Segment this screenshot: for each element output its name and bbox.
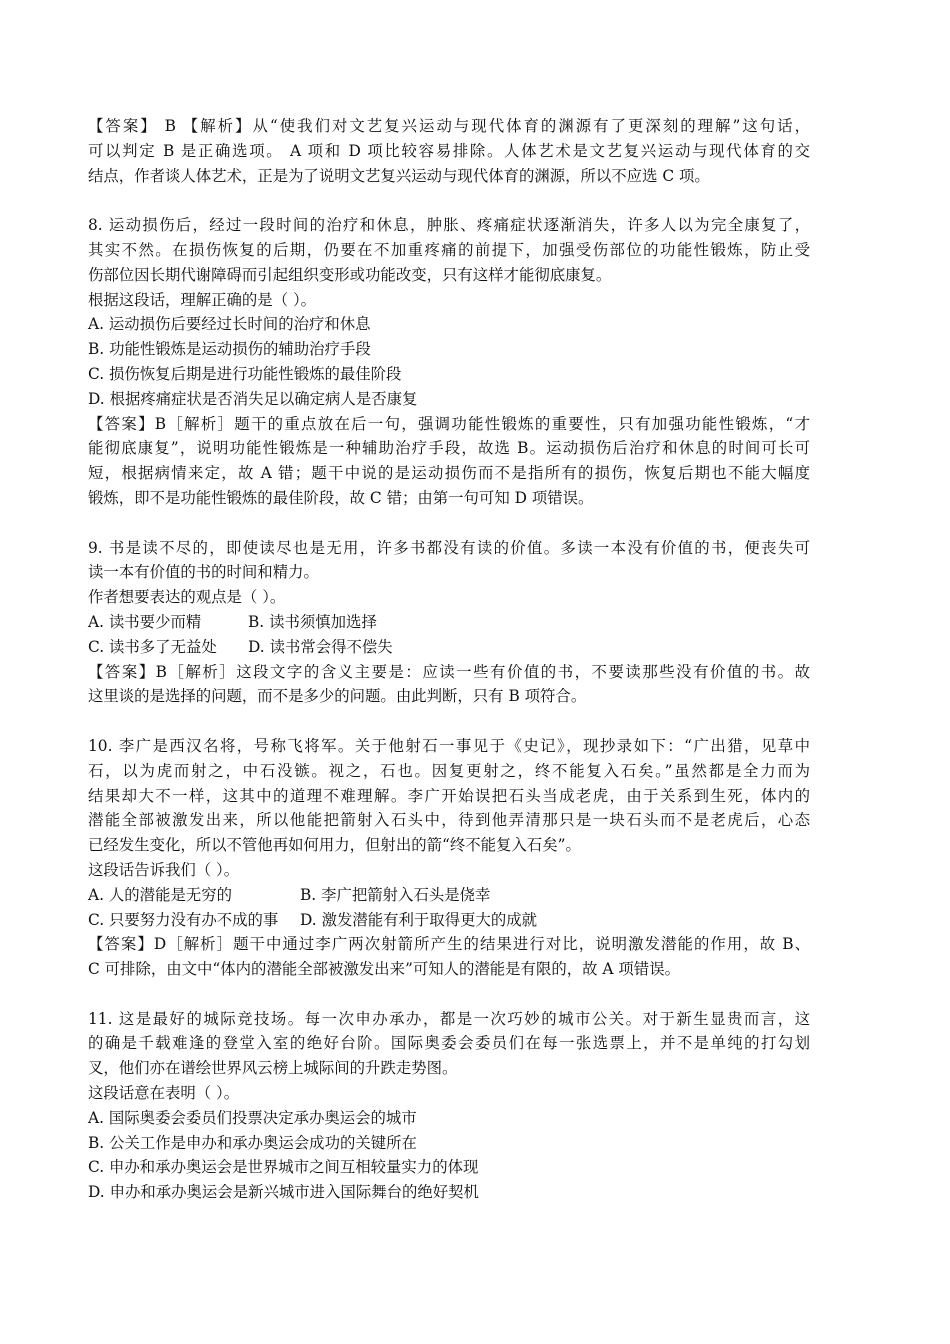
q11-option-d: D. 申办和承办奥运会是新兴城市进入国际舞台的绝好契机	[88, 1183, 479, 1202]
q10-answer-line: 【答案】D［解析］题干中通过李广两次射箭所产生的结果进行对比，说明激发潜能的作用，故 B、	[88, 935, 810, 954]
q7-answer-line: 【答案】 B 【解析】从“使我们对文艺复兴运动与现代体育的渊源有了更深刻的理解”这句话，	[88, 117, 810, 135]
q11-stem-line: 叉，他们亦在谱绘世界风云榜上城际间的升跌走势图。	[88, 1059, 458, 1078]
q10-option-a: A. 人的潜能是无穷的	[88, 885, 233, 904]
q8-stem-line: 伤部位因长期代谢障碍而引起组织变形或功能改变，只有这样才能彻底康复。	[88, 265, 612, 284]
q7-answer-line: 可以判定 B 是正确选项。 A 项和 D 项比较容易排除。人体艺术是文艺复兴运动与现代体育的交	[88, 141, 810, 160]
q8-stem-line: 其实不然。在损伤恢复的后期，仍要在不加重疼痛的前提下，加强受伤部位的功能性锻炼，防止受	[88, 240, 810, 259]
q10-option-c: C. 只要努力没有办不成的事	[88, 910, 279, 929]
q10-options-row	[88, 883, 810, 908]
q9-options-row	[88, 635, 810, 660]
q10-question: 这段话告诉我们（ ）。	[88, 860, 240, 879]
q9-stem-line: 9. 书是读不尽的，即使读尽也是无用，许多书都没有读的价值。多读一本没有价值的书，便丧失可	[88, 538, 810, 557]
q7-answer-block	[88, 114, 810, 188]
q9-option-c: C. 读书多了无益处	[88, 637, 217, 656]
q11-stem-line: 11. 这是最好的城际竞技场。每一次申办承办，都是一次巧妙的城市公关。对于新生显贵而言，这	[88, 1009, 810, 1028]
q11-option-a: A. 国际奥委会委员们投票决定承办奥运会的城市	[88, 1108, 417, 1127]
q9-stem-line: 读一本有价值的书的时间和精力。	[88, 563, 319, 582]
q11-question: 这段话意在表明（ ）。	[88, 1084, 240, 1103]
q9-answer-line: 【答案】B［解析］这段文字的含义主要是：应读一些有价值的书，不要读那些没有价值的书。故	[88, 662, 810, 681]
q8-option-d: D. 根据疼痛症状是否消失足以确定病人是否康复	[88, 389, 418, 408]
q11-option-c: C. 申办和承办奥运会是世界城市之间互相较量实力的体现	[88, 1158, 479, 1177]
q10-stem-line: 潜能全部被激发出来，所以他能把箭射入石头中，待到他弄清那只是一块石头而不是老虎后，心态	[88, 811, 810, 830]
q8-answer-line: 【答案】B［解析］题干的重点放在后一句，强调功能性锻炼的重要性，只有加强功能性锻炼，“才	[88, 414, 810, 433]
q10-stem-line: 石，以为虎而射之，中石没镞。视之，石也。因复更射之，终不能复入石矣。”虽然都是全力而为	[88, 761, 810, 780]
q9-answer-line: 这里谈的是选择的问题，而不是多少的问题。由此判断，只有 B 项符合。	[88, 687, 587, 706]
q10-option-d: D. 激发潜能有利于取得更大的成就	[300, 910, 538, 929]
document-page	[88, 114, 810, 1205]
q8-option-b: B. 功能性锻炼是运动损伤的辅助治疗手段	[88, 340, 371, 359]
q8-stem-line: 8. 运动损伤后，经过一段时间的治疗和休息，肿胀、疼痛症状逐渐消失，许多人以为完全康复了，	[88, 216, 810, 235]
q8-answer-line: 锻炼，即不是功能性锻炼的最佳阶段，故 C 错；由第一句可知 D 项错误。	[88, 488, 594, 507]
question-10	[88, 734, 810, 982]
q9-option-b: B. 读书须慎加选择	[248, 612, 377, 631]
question-9	[88, 536, 810, 710]
question-11	[88, 1007, 810, 1205]
q9-option-a: A. 读书要少而精	[88, 612, 202, 631]
q10-stem-line: 结果却大不一样，这其中的道理不难理解。李广开始误把石头当成老虎，由于关系到生死，体内的	[88, 786, 810, 805]
q7-answer-line: 结点，作者谈人体艺术，正是为了说明文艺复兴运动与现代体育的渊源，所以不应选 C 项。	[88, 166, 710, 185]
q10-options-row	[88, 908, 810, 933]
q10-answer-line: C 可排除，由文中“体内的潜能全部被激发出来”可知人的潜能是有限的，故 A 项错误。	[88, 960, 680, 979]
q8-answer-line: 能彻底康复”，说明功能性锻炼是一种辅助治疗手段，故选 B。运动损伤后治疗和休息的时间可长可	[88, 439, 810, 458]
q10-option-b: B. 李广把箭射入石头是侥幸	[300, 885, 491, 904]
q8-question: 根据这段话，理解正确的是（ ）。	[88, 290, 317, 309]
q11-stem-line: 的确是千载难逢的登堂入室的绝好台阶。国际奥委会委员们在每一张选票上，并不是单纯的打勾划	[88, 1034, 810, 1053]
q10-stem-line: 已经发生变化，所以不管他再如何用力，但射出的箭“终不能复入石矣”。	[88, 836, 581, 855]
question-8	[88, 213, 810, 511]
q9-question: 作者想要表达的观点是（ ）。	[88, 588, 286, 607]
q8-answer-line: 短，根据病情来定，故 A 错；题干中说的是运动损伤而不是指所有的损伤，恢复后期也不能大幅度	[88, 464, 810, 483]
q11-option-b: B. 公关工作是申办和承办奥运会成功的关键所在	[88, 1133, 417, 1152]
q10-stem-line: 10. 李广是西汉名将，号称飞将军。关于他射石一事见于《史记》，现抄录如下：“广出猎，见草中	[88, 736, 810, 755]
q9-option-d: D. 读书常会得不偿失	[248, 637, 393, 656]
q8-option-c: C. 损伤恢复后期是进行功能性锻炼的最佳阶段	[88, 364, 402, 383]
q9-options-row	[88, 610, 810, 635]
q8-option-a: A. 运动损伤后要经过长时间的治疗和休息	[88, 315, 371, 334]
